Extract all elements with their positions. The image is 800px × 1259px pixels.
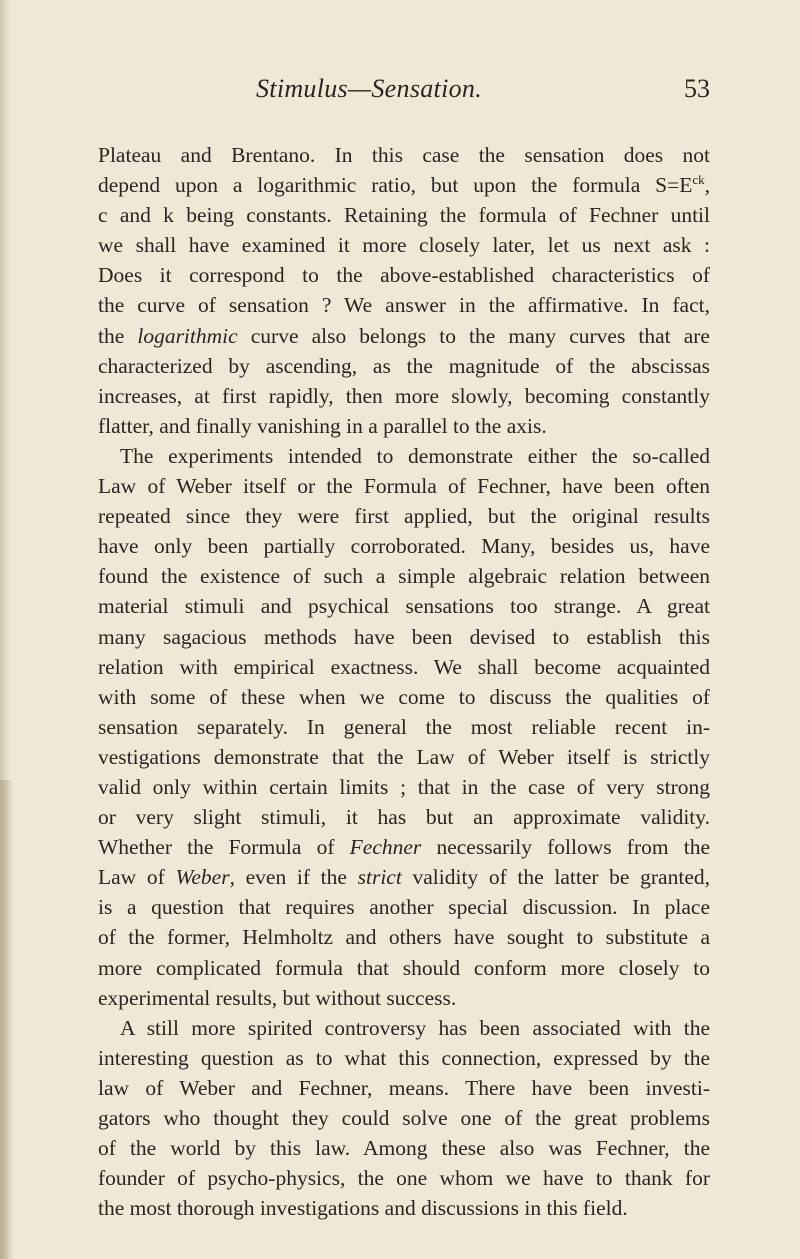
text-line: of the world by this law. Among these also was Fechner, the — [98, 1136, 710, 1161]
italic-term: logarithmic — [137, 323, 238, 348]
text-line: interesting question as to what this connection, expressed by the — [98, 1045, 710, 1070]
text-line: we shall have examined it more closely later, let us next ask : — [98, 233, 710, 258]
text-line: valid only within certain limits ; that in the case of very strong — [98, 774, 710, 799]
text-line: or very slight stimuli, it has but an approximate validity. — [98, 805, 710, 830]
text-line: A still more spirited controversy has been associated with the — [120, 1015, 710, 1040]
text-line: many sagacious methods have been devised to establish this — [98, 624, 710, 649]
text-line: the curve of sensation ? We answer in the affirmative. In fact, — [98, 293, 710, 318]
page-number: 53 — [684, 74, 710, 103]
page-header — [98, 74, 710, 114]
text-line: relation with empirical exactness. We shall become acquainted — [98, 654, 710, 679]
text-line: gators who thought they could solve one of the great problems — [98, 1106, 710, 1130]
text-line: sensation separately. In general the most reliable recent in- — [98, 714, 710, 739]
body-text — [98, 140, 710, 1223]
text-line: characterized by ascending, as the magnitude of the abscissas — [98, 353, 710, 378]
text-line: have only been partially corroborated. Many, besides us, have — [98, 534, 710, 559]
text-line: more complicated formula that should conform more closely to — [98, 955, 710, 980]
text-line: experimental results, but without success. — [98, 985, 457, 1010]
text-line: c and k being constants. Retaining the formula of Fechner until — [98, 203, 710, 228]
text-line: depend upon a logarithmic ratio, but upon the formula $S=E^{ck}$, — [98, 171, 710, 198]
text-line: Law of Weber itself or the Formula of Fechner, have been often — [98, 474, 710, 499]
text-line: material stimuli and psychical sensations too strange. A great — [98, 594, 710, 619]
text-line: the logarithmic curve also belongs to the many curves that are — [98, 323, 710, 348]
text-line: founder of psycho-physics, the one whom we have to thank for — [98, 1166, 710, 1191]
page-edge-shadow-lower — [0, 780, 14, 1259]
text-line: vestigations demonstrate that the Law of Weber itself is strictly — [98, 744, 710, 769]
text-line: flatter, and finally vanishing in a parallel to the axis. — [98, 413, 547, 438]
text-line: of the former, Helmholtz and others have sought to substitute a — [98, 925, 710, 950]
text-line: repeated since they were first applied, but the original results — [98, 504, 710, 529]
running-title: Stimulus—Sensation. — [256, 74, 482, 103]
italic-term: Fechner — [349, 835, 422, 860]
text-line: Whether the Formula of Fechner necessarily follows from the — [98, 835, 710, 860]
text-line: is a question that requires another special discussion. In place — [98, 895, 710, 920]
italic-term: strict — [357, 865, 402, 890]
text-line: found the existence of such a simple algebraic relation between — [98, 564, 710, 589]
text-line: the most thorough investigations and discussions in this field. — [98, 1196, 628, 1221]
text-line: Plateau and Brentano. In this case the sensation does not — [98, 143, 710, 167]
text-line: law of Weber and Fechner, means. There have been investi- — [98, 1075, 710, 1100]
text-line: Does it correspond to the above-established characteristics of — [98, 263, 710, 288]
text-line: Law of Weber, even if the strict validity of the latter be granted, — [98, 865, 710, 890]
formula-exponent: ck — [692, 171, 705, 187]
italic-term: Weber — [175, 865, 230, 890]
text-line: increases, at first rapidly, then more slowly, becoming constantly — [98, 383, 710, 408]
text-line: with some of these when we come to discuss the qualities of — [98, 684, 710, 709]
text-line: The experiments intended to demonstrate either the so-called — [120, 443, 710, 468]
